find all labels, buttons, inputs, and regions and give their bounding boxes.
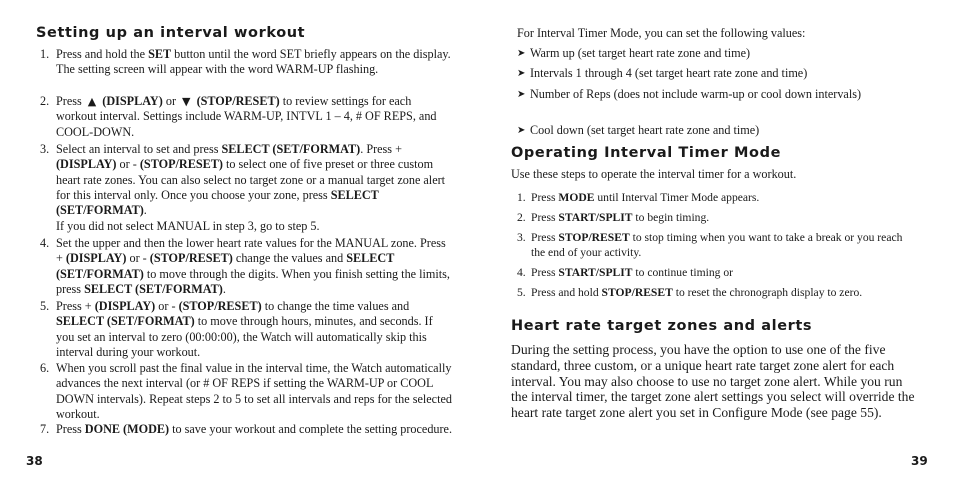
step-item	[517, 285, 912, 300]
step-number: 2.	[40, 94, 50, 108]
section-heading: Operating Interval Timer Mode	[511, 145, 782, 161]
step-number: 7.	[40, 422, 50, 436]
arrowhead-right-icon: ➤	[517, 68, 526, 79]
right-page	[477, 0, 954, 477]
step-item	[517, 265, 927, 280]
step-text: Press DONE (MODE) to save your workout and complete the setting procedure.	[56, 422, 453, 436]
arrowhead-right-icon: ➤	[517, 125, 526, 136]
step-item	[517, 230, 917, 261]
step-note: If you did not select MANUAL in step 3, go to step 5.	[56, 219, 320, 233]
step-item	[40, 422, 452, 437]
step-number: 5.	[40, 299, 50, 313]
step-number: 3.	[40, 142, 50, 156]
step-text: Press MODE until Interval Timer Mode appears.	[531, 191, 760, 204]
step-text: Press and hold STOP/RESET to reset the chronograph display to zero.	[531, 286, 863, 299]
step-text: Press and hold the SET button until the word SET briefly appears on the display. The setting screen will appear with the word WARM-UP flashing.	[56, 47, 451, 77]
list-item: ➤ Intervals 1 through 4 (set target heart rate zone and time)	[517, 66, 808, 80]
step-text: Press STOP/RESET to stop timing when you want to take a break or you reach the end of your activity.	[531, 231, 903, 260]
step-number: 2.	[517, 211, 526, 224]
step-text: When you scroll past the final value in the interval time, the Watch automatically advances the next interval (or # OF REPS if setting the WARM-UP or COOL DOWN intervals). Repeat steps 2 to 5 to set all intervals and reps for the selected workout.	[56, 361, 452, 421]
list-item: ➤ Cool down (set target heart rate zone and time)	[517, 123, 760, 137]
step-item	[517, 210, 927, 225]
step-number: 4.	[517, 266, 526, 279]
step-text: Select an interval to set and press SELECT (SET/FORMAT). Press + (DISPLAY) or - (STOP/RESET) to select one of five preset or three custom heart rate zones. You can also select no target zone or a manual target zone alert for this interval only. Once you choose your zone, press SELECT (SET/FORMAT).	[56, 142, 446, 218]
step-item	[40, 94, 452, 140]
section-heading: Heart rate target zones and alerts	[511, 318, 813, 334]
step-item	[40, 142, 452, 218]
step-text: Press START/SPLIT to begin timing.	[531, 211, 710, 224]
list-item: ➤ Warm up (set target heart rate zone and time)	[517, 46, 751, 60]
step-number: 5.	[517, 286, 526, 299]
list-item: ➤ Number of Reps (does not include warm-up or cool down intervals)	[517, 87, 862, 101]
step-item	[40, 361, 452, 422]
page-number: 38	[26, 454, 43, 468]
step-text: Press ▲ (DISPLAY) or ▼ (STOP/RESET) to review settings for each workout interval. Settings include WARM-UP, INTVL 1 – 4, # OF REPS, and COOL-DOWN.	[56, 94, 437, 139]
step-number: 1.	[517, 191, 526, 204]
step-item	[40, 236, 452, 297]
zones-paragraph: During the setting process, you have the option to use one of the five standard, three custom, or a unique heart rate target zone alert for each interval. You may also choose to use no target zone alert. While you run the interval timer, the target zone alert settings you select will override the heart rate target zone alert you set in Configure Mode (see page 55).	[511, 342, 915, 421]
up-triangle-icon: ▲	[87, 95, 97, 108]
step-item	[40, 299, 452, 360]
step-number: 4.	[40, 236, 50, 250]
arrowhead-right-icon: ➤	[517, 89, 526, 100]
step-number: 1.	[40, 47, 50, 61]
step-item	[517, 190, 927, 205]
down-triangle-icon: ▼	[182, 95, 191, 108]
step-text: Press + (DISPLAY) or - (STOP/RESET) to change the time values and SELECT (SET/FORMAT) to move through hours, minutes, and seconds. If you set an interval to zero (00:00:00), the Watch will automatically skip this interval during your workout.	[56, 299, 433, 359]
step-number: 3.	[517, 231, 526, 244]
step-item	[40, 47, 452, 78]
arrowhead-right-icon: ➤	[517, 48, 526, 59]
step-text: Set the upper and then the lower heart rate values for the MANUAL zone. Press + (DISPLAY) or - (STOP/RESET) change the values and SELECT (SET/FORMAT) to move through the digits. When you finish setting the limits, press SELECT (SET/FORMAT).	[56, 236, 450, 296]
operating-intro: Use these steps to operate the interval timer for a workout.	[511, 167, 797, 181]
step-number: 6.	[40, 361, 50, 375]
values-intro: For Interval Timer Mode, you can set the following values:	[517, 26, 806, 40]
page-number: 39	[911, 454, 928, 468]
section-heading: Setting up an interval workout	[36, 25, 306, 41]
step-text: Press START/SPLIT to continue timing or	[531, 266, 733, 279]
